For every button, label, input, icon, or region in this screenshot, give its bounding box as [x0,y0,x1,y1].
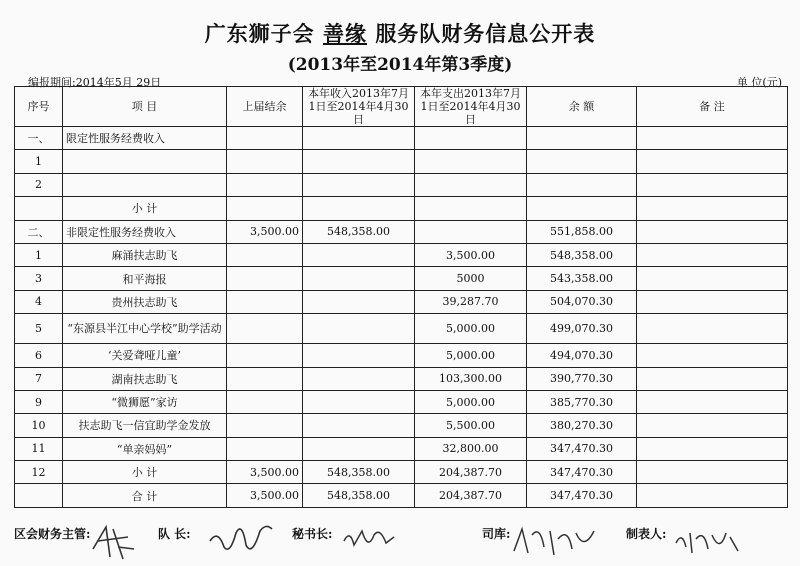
row-no: 2 [15,173,63,196]
finance-table [14,86,788,508]
row-expense: 103,300.00 [415,367,527,390]
table-row [15,267,788,290]
row-no: 7 [15,367,63,390]
row-prev: 3,500.00 [227,220,303,243]
row-income: 548,358.00 [303,461,415,484]
table-row [15,150,788,173]
row-no: 6 [15,344,63,367]
table-row [15,437,788,460]
sig-treasurer-label: 司库: [482,527,511,541]
row-prev [227,437,303,460]
row-no: 12 [15,461,63,484]
row-expense [415,220,527,243]
row-income [303,390,415,413]
row-balance: 499,070.30 [527,314,637,344]
row-note [637,367,788,390]
row-no: 二、 [15,220,63,243]
row-income [303,150,415,173]
row-note [637,414,788,437]
row-prev [227,344,303,367]
row-income [303,173,415,196]
row-prev [227,290,303,313]
row-income [303,344,415,367]
row-item: 麻涌扶志助飞 [63,243,227,266]
row-balance: 347,470.30 [527,461,637,484]
row-no [15,197,63,220]
table-row [15,220,788,243]
row-income [303,127,415,150]
header-no: 序号 [15,87,63,127]
signature-captain-icon [206,519,276,563]
table-row [15,243,788,266]
sig-secretary-label: 秘书长: [292,527,333,541]
page-title [0,18,800,48]
row-prev [227,127,303,150]
row-balance: 551,858.00 [527,220,637,243]
row-note [637,461,788,484]
row-prev [227,367,303,390]
row-prev [227,197,303,220]
total-label: 合 计 [63,484,227,507]
table-header-row [15,87,788,127]
row-expense [415,173,527,196]
row-note [637,220,788,243]
row-item: 限定性服务经费收入 [63,127,227,150]
row-income [303,243,415,266]
row-prev [227,414,303,437]
table-row [15,127,788,150]
row-prev [227,267,303,290]
signature-treasurer-icon [510,521,600,561]
title-suffix: 服务队财务信息公开表 [375,21,596,46]
row-note [637,290,788,313]
row-item: “东源县半江中心学校”助学活动 [63,314,227,344]
row-balance [527,197,637,220]
row-income [303,267,415,290]
row-expense: 204,387.70 [415,461,527,484]
row-note [637,390,788,413]
row-note [637,150,788,173]
sig-finance-label: 区会财务主管: [14,527,91,541]
row-balance: 385,770.30 [527,390,637,413]
row-balance [527,173,637,196]
row-balance: 543,358.00 [527,267,637,290]
header-expense: 本年支出2013年7月1日至2014年4月30日 [415,87,527,127]
row-expense: 5,000.00 [415,344,527,367]
table-row [15,173,788,196]
signature-finance-icon [88,519,138,563]
report-date: 编报期间:2014年5月 29日 [28,76,162,89]
total-note [637,484,788,507]
total-income: 548,358.00 [303,484,415,507]
title-team-name: 善缘 [323,21,367,46]
row-note [637,344,788,367]
row-balance [527,127,637,150]
row-note [637,197,788,220]
row-item: ‘关爱聋哑儿童’ [63,344,227,367]
signature-preparer-icon [672,523,744,559]
row-no: 5 [15,314,63,344]
row-expense: 5,000.00 [415,390,527,413]
total-balance: 347,470.30 [527,484,637,507]
header-income: 本年收入2013年7月1日至2014年4月30日 [303,87,415,127]
row-income [303,314,415,344]
row-income [303,290,415,313]
row-expense [415,150,527,173]
row-expense: 39,287.70 [415,290,527,313]
table-row [15,461,788,484]
row-income [303,414,415,437]
row-note [637,437,788,460]
row-no: 10 [15,414,63,437]
row-expense: 5,000.00 [415,314,527,344]
row-balance: 380,270.30 [527,414,637,437]
row-income [303,367,415,390]
sig-preparer-label: 制表人: [626,527,667,541]
row-item: 湖南扶志助飞 [63,367,227,390]
row-balance [527,150,637,173]
row-expense: 5000 [415,267,527,290]
table-row [15,197,788,220]
row-item: “单亲妈妈” [63,437,227,460]
sig-captain-label: 队 长: [158,527,191,541]
signature-row [0,519,800,563]
row-no: 9 [15,390,63,413]
total-expense: 204,387.70 [415,484,527,507]
row-no: 1 [15,150,63,173]
row-expense [415,127,527,150]
unit-label: 单 位(元) [736,76,782,89]
row-item: 小 计 [63,461,227,484]
row-item [63,173,227,196]
row-item: 非限定性服务经费收入 [63,220,227,243]
title-block [0,18,800,75]
row-note [637,127,788,150]
row-expense: 5,500.00 [415,414,527,437]
row-income [303,197,415,220]
row-no: 4 [15,290,63,313]
row-no: 3 [15,267,63,290]
row-item [63,150,227,173]
row-no: 11 [15,437,63,460]
row-no: 一、 [15,127,63,150]
table-row [15,314,788,344]
row-prev [227,243,303,266]
row-prev: 3,500.00 [227,461,303,484]
row-balance: 548,358.00 [527,243,637,266]
header-prev: 上届结余 [227,87,303,127]
header-balance: 余 额 [527,87,637,127]
row-balance: 390,770.30 [527,367,637,390]
row-income [303,437,415,460]
page-subtitle: (2013年至2014年第3季度) [287,55,513,75]
table-row [15,414,788,437]
signature-secretary-icon [340,523,398,559]
header-note: 备 注 [637,87,788,127]
table-row [15,367,788,390]
total-prev: 3,500.00 [227,484,303,507]
row-item: “微狮愿”家访 [63,390,227,413]
row-expense: 32,800.00 [415,437,527,460]
row-balance: 494,070.30 [527,344,637,367]
row-note [637,267,788,290]
row-prev [227,150,303,173]
total-row [15,484,788,507]
row-expense: 3,500.00 [415,243,527,266]
total-no [15,484,63,507]
row-no: 1 [15,243,63,266]
row-prev [227,390,303,413]
title-prefix: 广东狮子会 [204,21,315,46]
row-note [637,173,788,196]
row-balance: 504,070.30 [527,290,637,313]
row-prev [227,173,303,196]
row-item: 和平海报 [63,267,227,290]
row-balance: 347,470.30 [527,437,637,460]
row-income: 548,358.00 [303,220,415,243]
table-row [15,290,788,313]
row-note [637,243,788,266]
header-item: 项 目 [63,87,227,127]
table-row [15,390,788,413]
row-item: 扶志助飞一信宜助学金发放 [63,414,227,437]
row-item: 贵州扶志助飞 [63,290,227,313]
row-expense [415,197,527,220]
table-row [15,344,788,367]
row-item: 小 计 [63,197,227,220]
row-note [637,314,788,344]
row-prev [227,314,303,344]
